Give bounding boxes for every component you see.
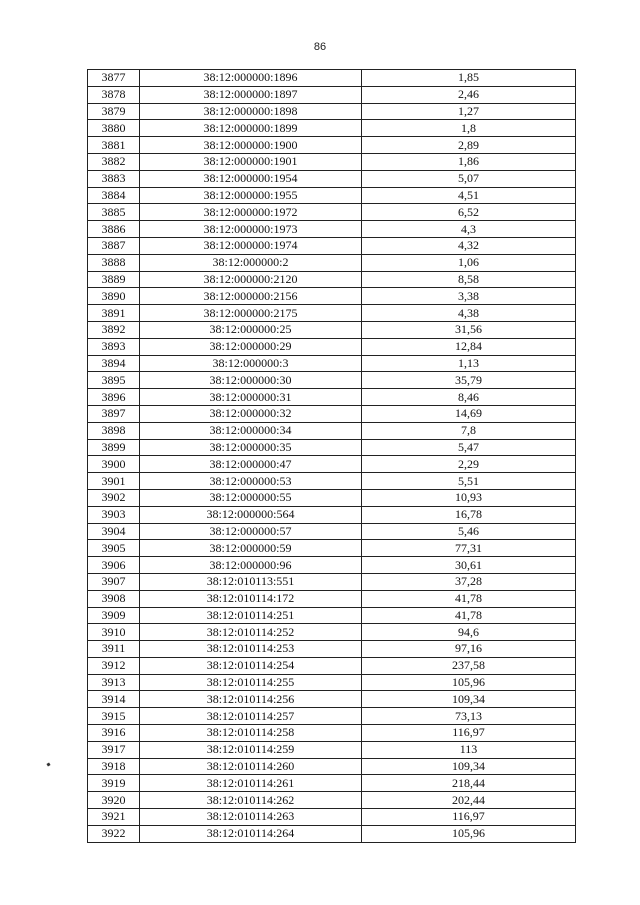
row-number-cell: 3903 <box>88 506 140 523</box>
table-row <box>88 271 576 288</box>
cadastral-number-cell: 38:12:010114:172 <box>140 590 362 607</box>
value-cell: 41,78 <box>362 607 576 624</box>
table-row <box>88 590 576 607</box>
table-row <box>88 641 576 658</box>
stray-mark <box>46 762 50 766</box>
cadastral-number-cell: 38:12:000000:2120 <box>140 271 362 288</box>
value-cell: 2,89 <box>362 137 576 154</box>
row-number-cell: 3914 <box>88 691 140 708</box>
value-cell: 1,8 <box>362 120 576 137</box>
value-cell: 1,27 <box>362 103 576 120</box>
value-cell: 202,44 <box>362 792 576 809</box>
table-row <box>88 775 576 792</box>
value-cell: 31,56 <box>362 321 576 338</box>
row-number-cell: 3898 <box>88 422 140 439</box>
value-cell: 4,51 <box>362 187 576 204</box>
table-row <box>88 825 576 842</box>
cadastral-number-cell: 38:12:000000:2156 <box>140 288 362 305</box>
table-row <box>88 792 576 809</box>
cadastral-number-cell: 38:12:000000:2 <box>140 254 362 271</box>
table-row <box>88 557 576 574</box>
table-row <box>88 405 576 422</box>
value-cell: 8,58 <box>362 271 576 288</box>
row-number-cell: 3902 <box>88 489 140 506</box>
value-cell: 7,8 <box>362 422 576 439</box>
row-number-cell: 3878 <box>88 86 140 103</box>
row-number-cell: 3888 <box>88 254 140 271</box>
row-number-cell: 3882 <box>88 153 140 170</box>
row-number-cell: 3913 <box>88 674 140 691</box>
row-number-cell: 3893 <box>88 338 140 355</box>
row-number-cell: 3889 <box>88 271 140 288</box>
table-row <box>88 691 576 708</box>
table-row <box>88 338 576 355</box>
row-number-cell: 3908 <box>88 590 140 607</box>
value-cell: 94,6 <box>362 624 576 641</box>
cadastral-number-cell: 38:12:000000:31 <box>140 389 362 406</box>
table-row <box>88 523 576 540</box>
table-row <box>88 103 576 120</box>
table-row <box>88 540 576 557</box>
row-number-cell: 3920 <box>88 792 140 809</box>
value-cell: 5,46 <box>362 523 576 540</box>
row-number-cell: 3911 <box>88 641 140 658</box>
row-number-cell: 3886 <box>88 221 140 238</box>
value-cell: 5,51 <box>362 473 576 490</box>
value-cell: 8,46 <box>362 389 576 406</box>
table-row <box>88 389 576 406</box>
cadastral-number-cell: 38:12:010114:254 <box>140 657 362 674</box>
table-row <box>88 321 576 338</box>
value-cell: 4,32 <box>362 237 576 254</box>
value-cell: 109,34 <box>362 758 576 775</box>
table-row <box>88 473 576 490</box>
value-cell: 35,79 <box>362 372 576 389</box>
table-row <box>88 439 576 456</box>
cadastral-number-cell: 38:12:000000:34 <box>140 422 362 439</box>
row-number-cell: 3917 <box>88 741 140 758</box>
row-number-cell: 3912 <box>88 657 140 674</box>
row-number-cell: 3904 <box>88 523 140 540</box>
row-number-cell: 3877 <box>88 70 140 87</box>
value-cell: 2,46 <box>362 86 576 103</box>
row-number-cell: 3906 <box>88 557 140 574</box>
row-number-cell: 3919 <box>88 775 140 792</box>
table-row <box>88 153 576 170</box>
row-number-cell: 3894 <box>88 355 140 372</box>
cadastral-number-cell: 38:12:000000:1954 <box>140 170 362 187</box>
row-number-cell: 3879 <box>88 103 140 120</box>
cadastral-number-cell: 38:12:010114:253 <box>140 641 362 658</box>
cadastral-number-cell: 38:12:000000:96 <box>140 557 362 574</box>
cadastral-number-cell: 38:12:000000:1972 <box>140 204 362 221</box>
table-row <box>88 137 576 154</box>
value-cell: 73,13 <box>362 708 576 725</box>
cadastral-number-cell: 38:12:010114:258 <box>140 725 362 742</box>
row-number-cell: 3895 <box>88 372 140 389</box>
cadastral-number-cell: 38:12:010114:259 <box>140 741 362 758</box>
cadastral-number-cell: 38:12:000000:1900 <box>140 137 362 154</box>
value-cell: 105,96 <box>362 674 576 691</box>
table-row <box>88 708 576 725</box>
cadastral-number-cell: 38:12:000000:1898 <box>140 103 362 120</box>
row-number-cell: 3890 <box>88 288 140 305</box>
row-number-cell: 3892 <box>88 321 140 338</box>
value-cell: 109,34 <box>362 691 576 708</box>
value-cell: 97,16 <box>362 641 576 658</box>
row-number-cell: 3901 <box>88 473 140 490</box>
row-number-cell: 3918 <box>88 758 140 775</box>
table-body <box>88 70 576 843</box>
cadastral-number-cell: 38:12:010114:260 <box>140 758 362 775</box>
cadastral-table <box>87 69 576 843</box>
row-number-cell: 3916 <box>88 725 140 742</box>
row-number-cell: 3910 <box>88 624 140 641</box>
value-cell: 10,93 <box>362 489 576 506</box>
value-cell: 16,78 <box>362 506 576 523</box>
table-row <box>88 372 576 389</box>
row-number-cell: 3883 <box>88 170 140 187</box>
table-row <box>88 725 576 742</box>
page-number: 86 <box>313 41 327 53</box>
cadastral-number-cell: 38:12:010114:255 <box>140 674 362 691</box>
cadastral-number-cell: 38:12:000000:47 <box>140 456 362 473</box>
cadastral-number-cell: 38:12:000000:1901 <box>140 153 362 170</box>
value-cell: 237,58 <box>362 657 576 674</box>
cadastral-number-cell: 38:12:000000:55 <box>140 489 362 506</box>
row-number-cell: 3884 <box>88 187 140 204</box>
value-cell: 105,96 <box>362 825 576 842</box>
table-row <box>88 120 576 137</box>
table-row <box>88 355 576 372</box>
cadastral-number-cell: 38:12:010114:263 <box>140 809 362 826</box>
row-number-cell: 3915 <box>88 708 140 725</box>
value-cell: 116,97 <box>362 725 576 742</box>
row-number-cell: 3897 <box>88 405 140 422</box>
cadastral-number-cell: 38:12:010114:257 <box>140 708 362 725</box>
value-cell: 4,3 <box>362 221 576 238</box>
value-cell: 218,44 <box>362 775 576 792</box>
row-number-cell: 3905 <box>88 540 140 557</box>
value-cell: 1,85 <box>362 70 576 87</box>
table-row <box>88 254 576 271</box>
table-row <box>88 456 576 473</box>
table-row <box>88 573 576 590</box>
table-row <box>88 741 576 758</box>
cadastral-number-cell: 38:12:000000:25 <box>140 321 362 338</box>
value-cell: 6,52 <box>362 204 576 221</box>
row-number-cell: 3885 <box>88 204 140 221</box>
table-row <box>88 506 576 523</box>
cadastral-number-cell: 38:12:000000:32 <box>140 405 362 422</box>
cadastral-number-cell: 38:12:000000:59 <box>140 540 362 557</box>
table-row <box>88 187 576 204</box>
cadastral-number-cell: 38:12:000000:3 <box>140 355 362 372</box>
cadastral-number-cell: 38:12:010114:256 <box>140 691 362 708</box>
cadastral-number-cell: 38:12:010114:262 <box>140 792 362 809</box>
value-cell: 37,28 <box>362 573 576 590</box>
value-cell: 5,47 <box>362 439 576 456</box>
value-cell: 1,13 <box>362 355 576 372</box>
table-row <box>88 237 576 254</box>
table-row <box>88 204 576 221</box>
cadastral-number-cell: 38:12:000000:29 <box>140 338 362 355</box>
table-row <box>88 657 576 674</box>
cadastral-number-cell: 38:12:000000:1973 <box>140 221 362 238</box>
value-cell: 113 <box>362 741 576 758</box>
cadastral-number-cell: 38:12:000000:1955 <box>140 187 362 204</box>
row-number-cell: 3909 <box>88 607 140 624</box>
table-row <box>88 758 576 775</box>
table-row <box>88 170 576 187</box>
table-row <box>88 305 576 322</box>
value-cell: 1,86 <box>362 153 576 170</box>
row-number-cell: 3896 <box>88 389 140 406</box>
row-number-cell: 3887 <box>88 237 140 254</box>
cadastral-number-cell: 38:12:010114:251 <box>140 607 362 624</box>
value-cell: 77,31 <box>362 540 576 557</box>
cadastral-number-cell: 38:12:010114:252 <box>140 624 362 641</box>
table-row <box>88 674 576 691</box>
value-cell: 14,69 <box>362 405 576 422</box>
table-row <box>88 70 576 87</box>
row-number-cell: 3891 <box>88 305 140 322</box>
table-row <box>88 607 576 624</box>
cadastral-number-cell: 38:12:000000:1974 <box>140 237 362 254</box>
cadastral-number-cell: 38:12:000000:30 <box>140 372 362 389</box>
value-cell: 30,61 <box>362 557 576 574</box>
table-row <box>88 624 576 641</box>
cadastral-number-cell: 38:12:000000:57 <box>140 523 362 540</box>
value-cell: 12,84 <box>362 338 576 355</box>
row-number-cell: 3881 <box>88 137 140 154</box>
value-cell: 5,07 <box>362 170 576 187</box>
table-row <box>88 288 576 305</box>
cadastral-number-cell: 38:12:000000:53 <box>140 473 362 490</box>
table-row <box>88 422 576 439</box>
cadastral-number-cell: 38:12:010113:551 <box>140 573 362 590</box>
cadastral-number-cell: 38:12:000000:1896 <box>140 70 362 87</box>
cadastral-number-cell: 38:12:000000:1897 <box>140 86 362 103</box>
table-row <box>88 489 576 506</box>
value-cell: 1,06 <box>362 254 576 271</box>
value-cell: 41,78 <box>362 590 576 607</box>
cadastral-number-cell: 38:12:000000:1899 <box>140 120 362 137</box>
cadastral-number-cell: 38:12:010114:264 <box>140 825 362 842</box>
table-row <box>88 86 576 103</box>
row-number-cell: 3921 <box>88 809 140 826</box>
table-row <box>88 809 576 826</box>
row-number-cell: 3899 <box>88 439 140 456</box>
cadastral-number-cell: 38:12:000000:35 <box>140 439 362 456</box>
row-number-cell: 3880 <box>88 120 140 137</box>
value-cell: 116,97 <box>362 809 576 826</box>
cadastral-number-cell: 38:12:000000:564 <box>140 506 362 523</box>
cadastral-number-cell: 38:12:000000:2175 <box>140 305 362 322</box>
value-cell: 2,29 <box>362 456 576 473</box>
row-number-cell: 3900 <box>88 456 140 473</box>
value-cell: 3,38 <box>362 288 576 305</box>
row-number-cell: 3922 <box>88 825 140 842</box>
value-cell: 4,38 <box>362 305 576 322</box>
cadastral-number-cell: 38:12:010114:261 <box>140 775 362 792</box>
table-row <box>88 221 576 238</box>
row-number-cell: 3907 <box>88 573 140 590</box>
